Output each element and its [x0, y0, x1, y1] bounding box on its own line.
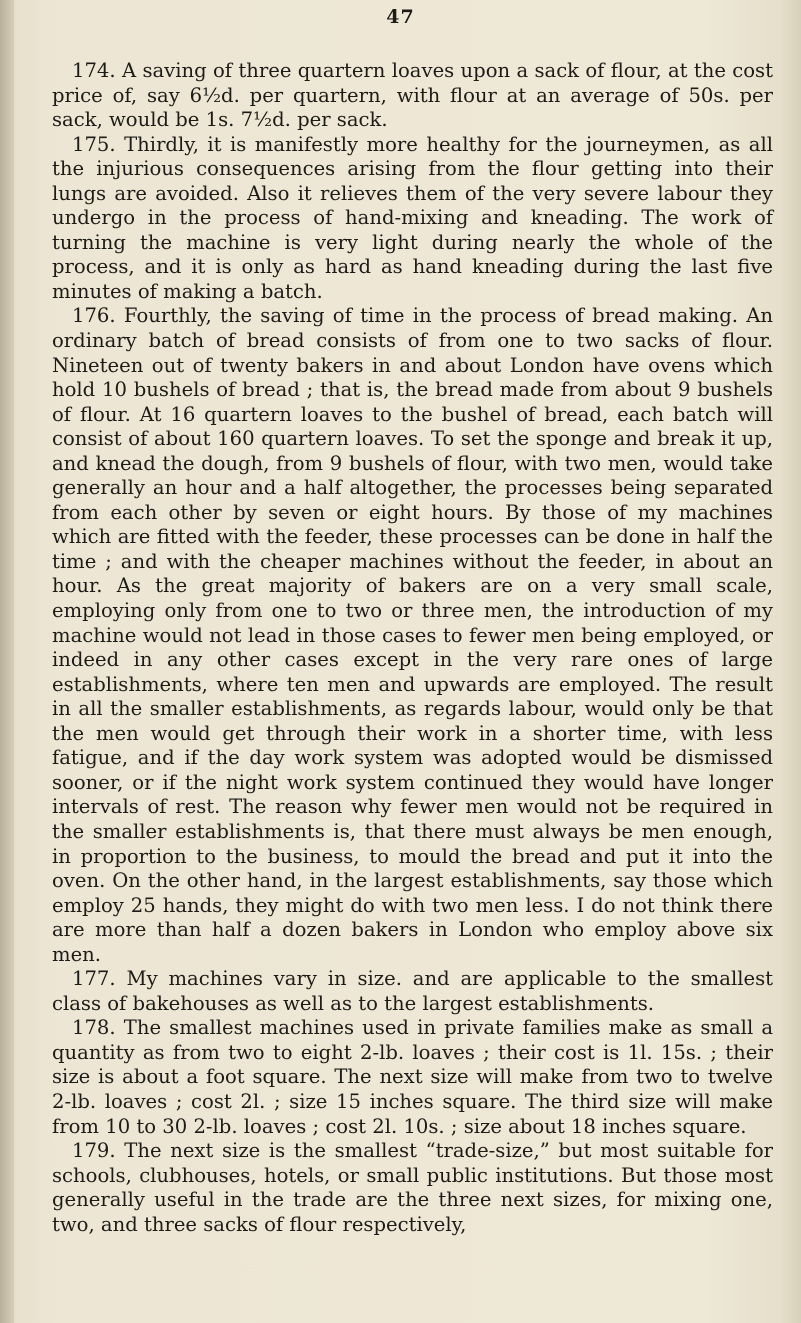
paragraph-text: The next size is the smallest “trade-size,” but most suitable for schools, clubhouses, hotels, or small public institutions. But those most generally useful in the trade are the three next sizes, for mixing one, two, and three sacks of flour respectively, [52, 1139, 774, 1236]
page-binding-edge [0, 0, 14, 1323]
paragraph-text: Thirdly, it is manifestly more healthy for the journeymen, as all the injurious consequences arising from the flour getting into their lungs are avoided. Also it relieves them of the very severe labour they undergo in the process of hand-mixing and kneading. The work of turning the machine is very light during nearly the whole of the process, and it is only as hard as hand kneading during the last five minutes of making a batch. [52, 132, 773, 303]
paragraph-174 [52, 59, 773, 133]
paragraph-176 [52, 304, 773, 967]
paragraph-text: Fourthly, the saving of time in the process of bread making. An ordinary batch of bread consists of from one to two sacks of flour. Nineteen out of twenty bakers in and about London have ovens which hold 10 bushels of bread ; that is, the bread made from about 9 bushels of flour. At 16 quartern loaves to the bushel of bread, each batch will consist of about 160 quartern loaves. To set the sponge and break it up, and knead the dough, from 9 bushels of flour, with two men, would take generally an hour and a half altogether, the processes being separated from each other by seven or eight hours. By those of my machines which are fitted with the feeder, these processes can be done in half the time ; and with the cheaper machines without the feeder, in about an hour. As the great majority of bakers are on a very small scale, employing only from one to two or three men, the introduction of my machine would not lead in those cases to fewer men being employed, or indeed in any other cases except in the very rare ones of large establishments, where ten men and upwards are employed. The result in all the smaller establishments, as regards labour, would only be that the men would get through their work in a shorter time, with less fatigue, and if the day work system was adopted would be dismissed sooner, or if the night work system continued they would have longer intervals of rest. The reason why fewer men would not be required in the smaller establishments is, that there must always be men enough, in proportion to the business, to mould the bread and put it into the oven. On the other hand, in the largest establishments, say those which employ 25 hands, they might do with two men less. I do not think there are more than half a dozen bakers in London who employ above six men. [52, 304, 774, 966]
paragraph-number: 177. [72, 967, 116, 991]
paragraph-175 [52, 133, 773, 305]
paragraph-number: 175. [72, 132, 116, 156]
paragraph-text: The smallest machines used in private families make as small a quantity as from two to eight 2-lb. loaves ; their cost is 1l. 15s. ; their size is about a foot square. The next size will make from two to twelve 2-lb. loaves ; cost 2l. ; size 15 inches square. The third size will make from 10 to 30 2-lb. loaves ; cost 2l. 10s. ; size about 18 inches square. [52, 1016, 774, 1138]
paragraph-text: My machines vary in size. and are applicable to the smallest class of bakehouses as well as to the largest establishments. [52, 967, 774, 1015]
paragraph-number: 179. [72, 1139, 116, 1163]
paragraph-number: 176. [72, 304, 116, 328]
paragraph-179 [52, 1139, 773, 1237]
body-text [52, 59, 773, 1237]
paragraph-178 [52, 1016, 773, 1139]
page-number: 47 [386, 6, 415, 28]
paragraph-number: 178. [72, 1016, 116, 1040]
paragraph-177 [52, 967, 773, 1016]
paragraph-number: 174. [72, 59, 116, 82]
paragraph-text: A saving of three quartern loaves upon a sack of flour, at the cost price of, say 6½d. per quartern, with flour at an average of 50s. per sack, would be 1s. 7½d. per sack. [52, 59, 773, 132]
